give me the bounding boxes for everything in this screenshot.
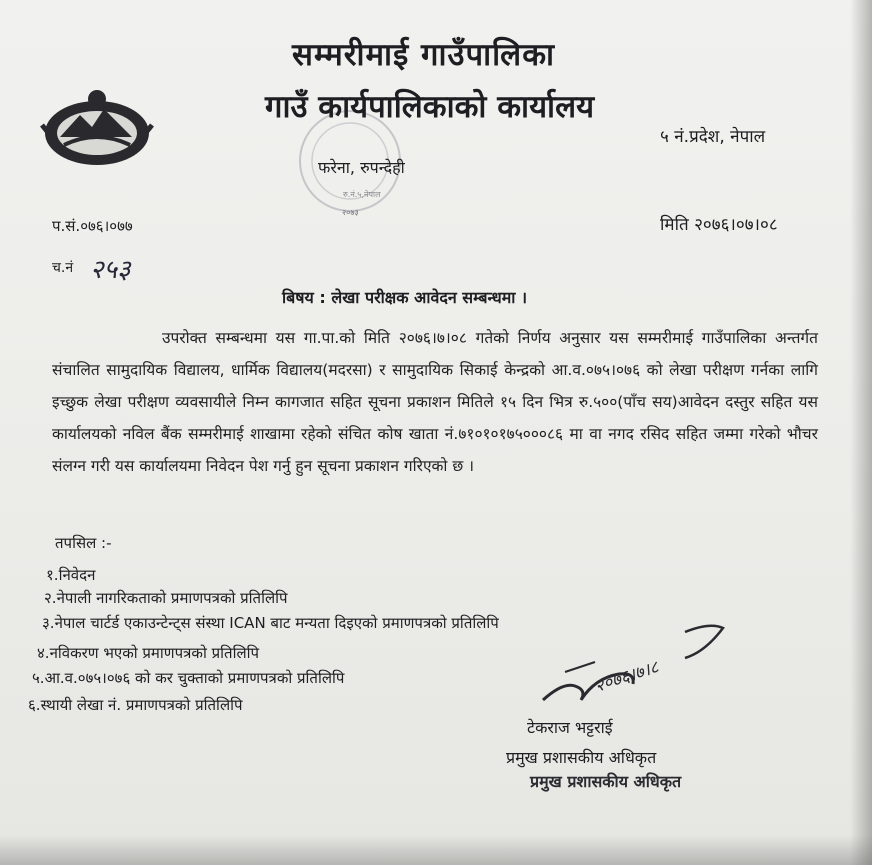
details-heading: तपसिल :-: [55, 534, 112, 552]
stamp-text: रु.नं.५,नेपाल: [343, 190, 381, 199]
letter-subject: बिषय : लेखा परीक्षक आवेदन सम्बन्धमा ।: [282, 288, 528, 307]
list-item: ३.नेपाल चार्टर्ड एकाउन्टेन्ट्स संस्था ICAN बाट मन्यता दिइएको प्रमाणपत्रको प्रतिलिपि: [42, 614, 499, 632]
municipality-name: सम्मरीमाई गाउँपालिका: [292, 37, 556, 73]
dispatch-label: च.नं: [52, 260, 74, 276]
signature-date: २०७६।७।८: [592, 657, 662, 697]
reference-number: प.सं.०७६।०७७: [52, 217, 133, 235]
province-label: ५ नं.प्रदेश, नेपाल: [660, 127, 766, 147]
list-item: ६.स्थायी लेखा नं. प्रमाणपत्रको प्रतिलिपि: [28, 696, 243, 714]
dispatch-number: २५३: [90, 255, 131, 285]
signer-title: प्रमुख प्रशासकीय अधिकृत: [506, 748, 657, 767]
government-emblem-icon: [40, 85, 155, 170]
list-item: ४.नविकरण भएको प्रमाणपत्रको प्रतिलिपि: [37, 644, 260, 662]
page-bottom-shadow: [0, 835, 872, 865]
stamp-year: २०७३: [342, 208, 359, 217]
signature-mark: [535, 612, 735, 712]
office-location: फरेना, रुपन्देही: [318, 158, 405, 177]
list-item: ५.आ.व.०७५।०७६ को कर चुक्ताको प्रमाणपत्रको प्रतिलिपि: [32, 669, 345, 687]
signer-name: टेकराज भट्टराई: [527, 718, 613, 737]
list-item: १.निवेदन: [46, 566, 96, 584]
list-item: २.नेपाली नागरिकताको प्रमाणपत्रको प्रतिलिपि: [44, 589, 288, 607]
letter-body: उपरोक्त सम्बन्धमा यस गा.पा.को मिति २०७६।७।०८ गतेको निर्णय अनुसार यस सम्मरीमाई गाउँपालिका अन्तर्गत संचालित सामुदायिक विद्यालय, धार्मिक विद्यालय(मदरसा) र सामुदायिक सिकाई केन्द्रको आ.व.०७५।०७६ को लेखा परीक्षण गर्नका लागि इच्छुक लेखा परीक्षण व्यवसायीले निम्न कागजात सहित सूचना प्रकाशन मितिले १५ दिन भित्र रु.५००(पाँच सय)आवेदन दस्तुर सहित यस कार्यालयको नविल बैंक सम्मरीमाई शाखामा रहेको संचित कोष खाता नं.७१०१०१७५०००८६ मा वा नगद रसिद सहित जम्मा गरेको भौचर संलग्न गरी यस कार्यालयमा निवेदन पेश गर्नु हुन सूचना प्रकाशन गरिएको छ ।: [52, 329, 818, 475]
page-edge-shadow: [850, 0, 872, 865]
letter-date: मिति २०७६।०७।०८: [660, 215, 778, 235]
office-name: गाउँ कार्यपालिकाको कार्यालय: [265, 89, 595, 125]
designation-stamp: प्रमुख प्रशासकीय अधिकृत: [530, 772, 682, 791]
